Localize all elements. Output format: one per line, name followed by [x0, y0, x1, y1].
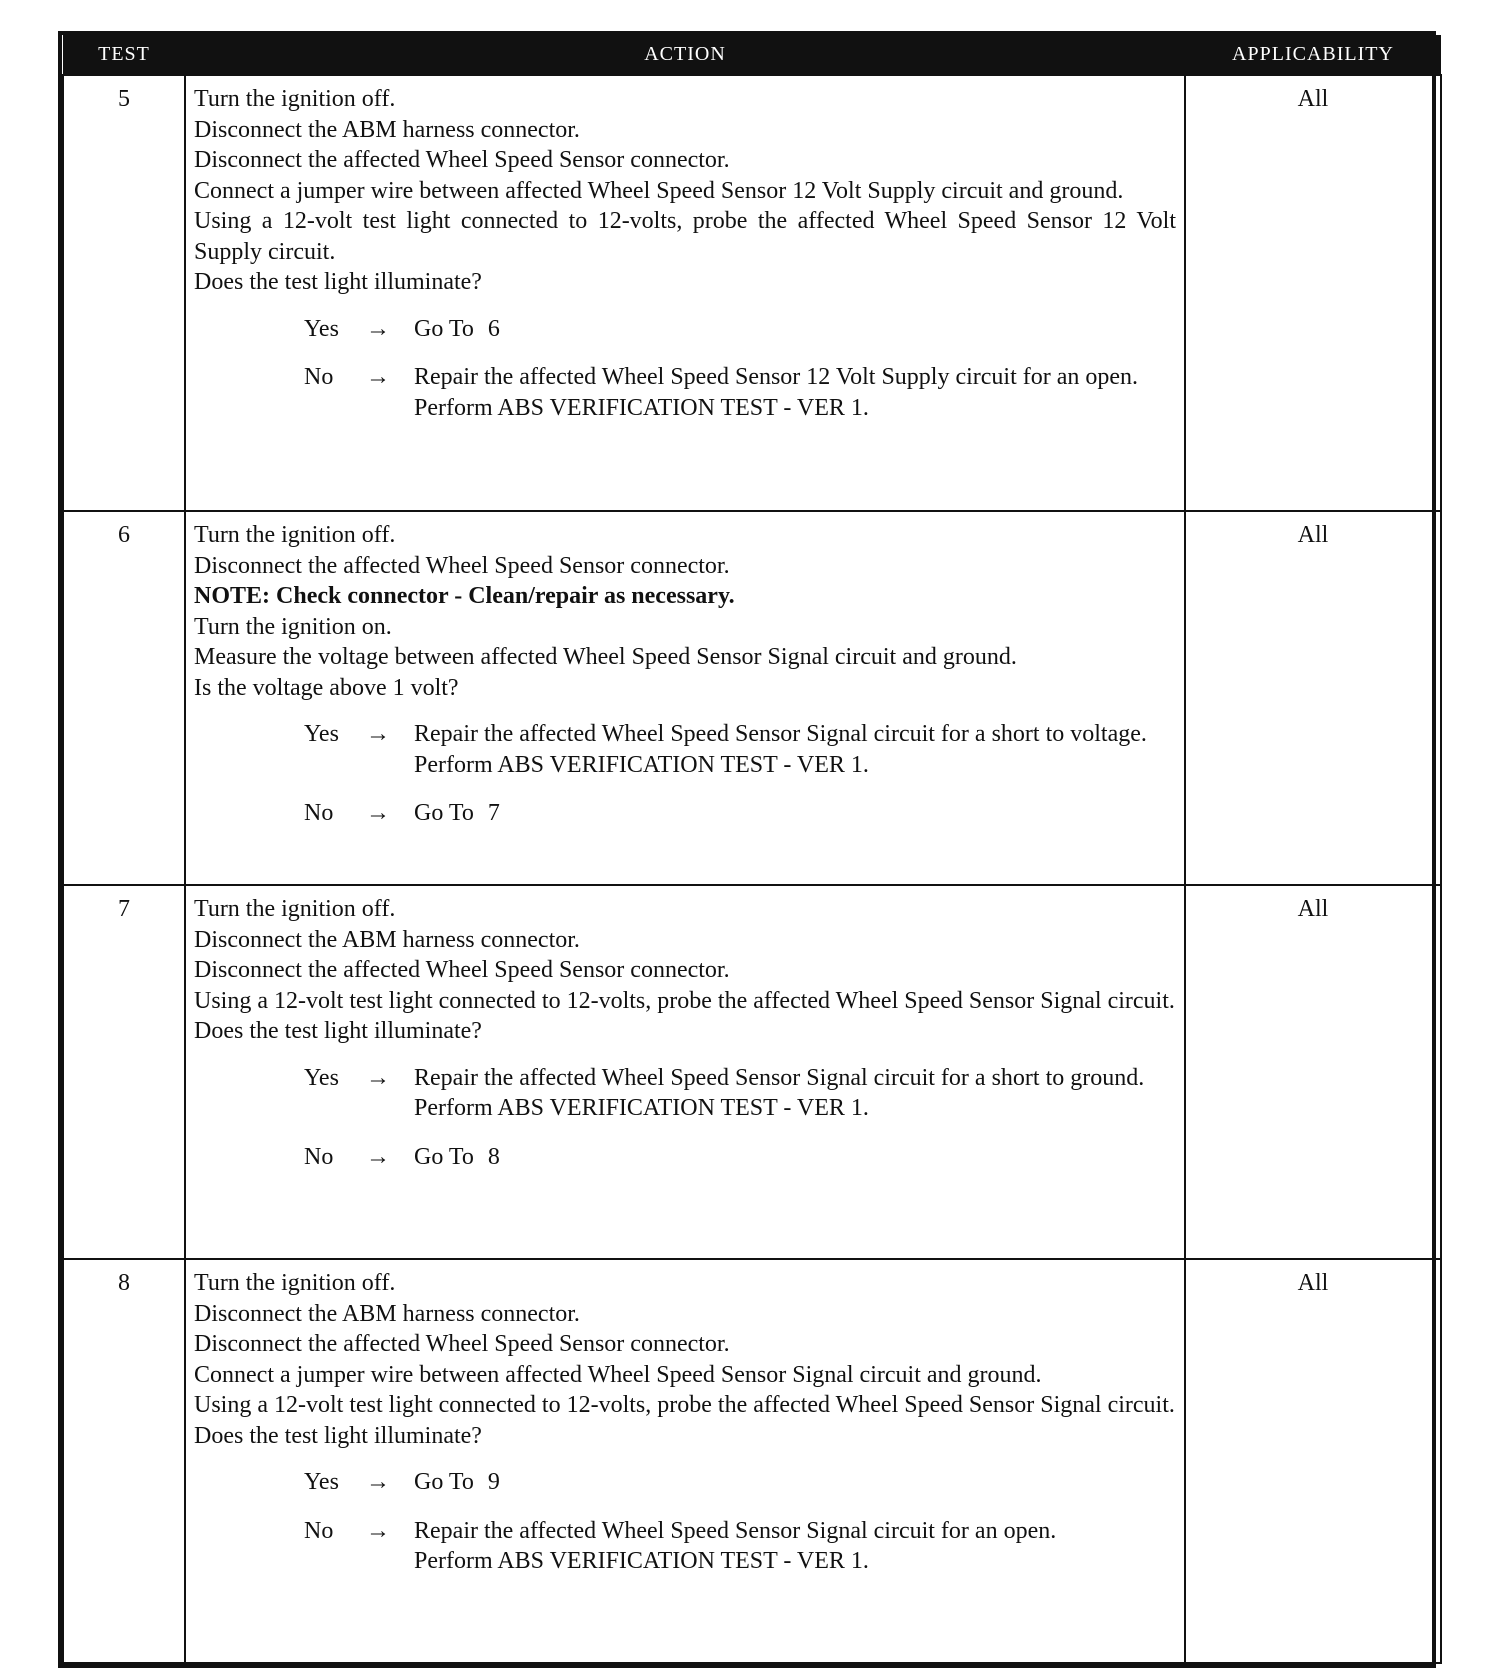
test-number: 6 [63, 511, 185, 885]
arrow-icon: → [366, 1064, 390, 1091]
action-step: Disconnect the ABM harness connector. [194, 116, 580, 143]
arrow-icon: → [366, 1469, 390, 1495]
no-label: No [304, 1143, 334, 1170]
action-step: Turn the ignition on. [194, 613, 392, 640]
test-number: 8 [63, 1259, 185, 1663]
result-line: Perform ABS VERIFICATION TEST - VER 1. [414, 394, 869, 421]
arrow-icon: → [366, 721, 390, 747]
applicability-value: All [1185, 511, 1441, 885]
test-number: 7 [63, 885, 185, 1259]
result-line: Perform ABS VERIFICATION TEST - VER 1. [414, 751, 869, 778]
action-step: Disconnect the ABM harness connector. [194, 1300, 580, 1327]
applicability-value: All [1185, 1259, 1441, 1663]
action-step: Turn the ignition off. [194, 86, 396, 112]
action-step: Connect a jumper wire between affected Wheel Speed Sensor 12 Volt Supply circuit and ground. [194, 177, 1124, 204]
action-step: Using a 12-volt test light connected to 12-volts, probe the affected Wheel Speed Sensor Signal circuit. [194, 1392, 1175, 1418]
action-step: Disconnect the affected Wheel Speed Sensor connector. [194, 957, 730, 983]
arrow-icon: → [366, 800, 390, 826]
result-line: Repair the affected Wheel Speed Sensor 12 Volt Supply circuit for an open. [414, 364, 1139, 390]
action-step: Does the test light illuminate? [194, 269, 482, 295]
table-row [63, 511, 1441, 885]
yes-result [304, 314, 1176, 345]
arrow-icon: → [366, 1143, 390, 1170]
goto-target: 7 [487, 800, 500, 826]
action-step: Turn the ignition off. [194, 1270, 396, 1296]
applicability-value: All [1185, 885, 1441, 1259]
header-test: TEST [63, 35, 185, 75]
table-row [63, 1259, 1441, 1663]
action-step: Disconnect the affected Wheel Speed Sensor connector. [194, 552, 730, 579]
goto-label: Go To [414, 800, 474, 826]
header-applicability: APPLICABILITY [1185, 35, 1441, 75]
action-step: Connect a jumper wire between affected Wheel Speed Sensor Signal circuit and ground. [194, 1361, 1042, 1388]
action-step: Using a 12-volt test light connected to 12-volts, probe the affected Wheel Speed Sensor 12 Volt Supply circuit. [194, 208, 1176, 265]
action-step: Disconnect the ABM harness connector. [194, 926, 580, 953]
yes-result [304, 1467, 1176, 1498]
result-line: Perform ABS VERIFICATION TEST - VER 1. [414, 1095, 869, 1121]
no-result [304, 362, 1176, 423]
no-label: No [304, 800, 334, 826]
no-label: No [304, 364, 334, 390]
table-row [63, 885, 1441, 1259]
action-cell [185, 75, 1185, 511]
arrow-icon: → [366, 364, 390, 390]
action-step: Measure the voltage between affected Wheel Speed Sensor Signal circuit and ground. [194, 644, 1017, 670]
action-step: Turn the ignition off. [194, 896, 396, 922]
goto-target: 9 [487, 1469, 500, 1495]
action-step: Disconnect the affected Wheel Speed Sensor connector. [194, 1331, 730, 1357]
yes-label: Yes [304, 1469, 339, 1495]
yes-result [304, 1063, 1176, 1124]
header-action: ACTION [185, 35, 1185, 75]
goto-target: 6 [487, 315, 500, 342]
action-step: Does the test light illuminate? [194, 1422, 482, 1449]
goto-label: Go To [414, 1469, 474, 1495]
action-cell [185, 1259, 1185, 1663]
diagnostic-table-sheet [58, 31, 1436, 1668]
no-result [304, 1516, 1176, 1577]
action-cell [185, 885, 1185, 1259]
table-row [63, 75, 1441, 511]
diagnostic-test-table [62, 35, 1442, 1664]
yes-label: Yes [304, 1064, 339, 1091]
yes-result [304, 719, 1176, 780]
test-number: 5 [63, 75, 185, 511]
action-step: Does the test light illuminate? [194, 1018, 482, 1044]
action-step: Using a 12-volt test light connected to 12-volts, probe the affected Wheel Speed Sensor Signal circuit. [194, 987, 1175, 1014]
result-line: Repair the affected Wheel Speed Sensor Signal circuit for a short to ground. [414, 1064, 1145, 1091]
action-step: Is the voltage above 1 volt? [194, 674, 459, 701]
yes-label: Yes [304, 721, 339, 747]
table-header-row [63, 35, 1441, 75]
no-result [304, 798, 1176, 829]
goto-label: Go To [414, 315, 474, 342]
result-line: Repair the affected Wheel Speed Sensor Signal circuit for an open. [414, 1517, 1057, 1544]
arrow-icon: → [366, 1517, 390, 1544]
yes-label: Yes [304, 315, 339, 342]
goto-target: 8 [487, 1143, 500, 1170]
action-note: NOTE: Check connector - Clean/repair as necessary. [194, 583, 735, 609]
result-line: Perform ABS VERIFICATION TEST - VER 1. [414, 1548, 869, 1574]
action-cell [185, 511, 1185, 885]
applicability-value: All [1185, 75, 1441, 511]
no-result [304, 1142, 1176, 1173]
arrow-icon: → [366, 315, 390, 342]
no-label: No [304, 1517, 334, 1544]
action-step: Disconnect the affected Wheel Speed Sensor connector. [194, 147, 730, 173]
goto-label: Go To [414, 1143, 474, 1170]
result-line: Repair the affected Wheel Speed Sensor Signal circuit for a short to voltage. [414, 721, 1147, 747]
action-step: Turn the ignition off. [194, 522, 396, 548]
